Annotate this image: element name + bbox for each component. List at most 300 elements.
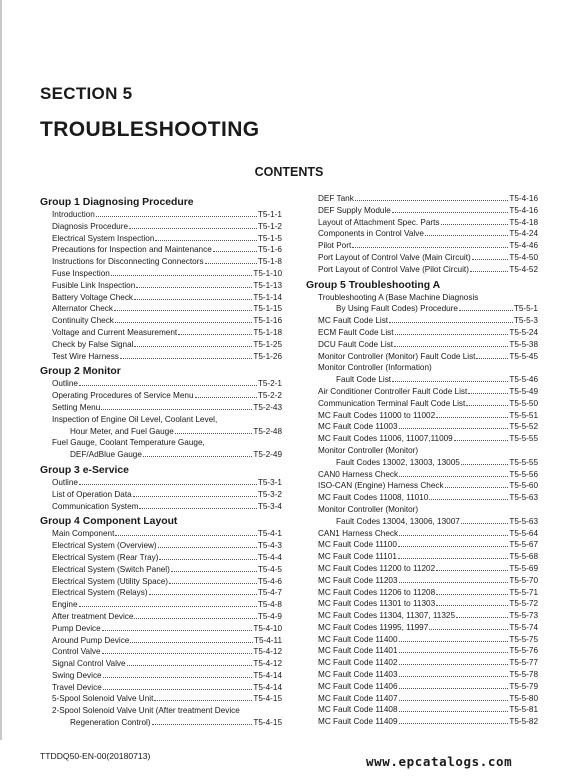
toc-entry[interactable] <box>40 489 282 501</box>
toc-page-number: T5-1-8 <box>257 257 282 267</box>
dot-leader <box>355 200 509 201</box>
dot-leader <box>466 405 508 406</box>
toc-entry[interactable] <box>306 469 538 481</box>
toc-right-column <box>306 193 538 728</box>
toc-entry-label: MC Fault Codes 11995, 11997 <box>318 622 429 632</box>
toc-entry[interactable] <box>40 635 282 647</box>
toc-entry[interactable] <box>40 351 282 363</box>
toc-page-number: T5-2-1 <box>257 379 282 389</box>
toc-page-number: T5-1-10 <box>253 268 282 278</box>
toc-entry-continued: Inspection of Engine Oil Level, Coolant Level, <box>52 414 218 424</box>
toc-entry-label: Fault Codes 13004, 13006, 13007 <box>336 516 460 526</box>
toc-entry[interactable] <box>40 528 282 540</box>
dot-leader <box>395 334 509 335</box>
toc-entry[interactable] <box>306 410 538 422</box>
toc-entry-label: CAN0 Harness Check <box>318 469 399 479</box>
toc-entry-label: MC Fault Code List <box>318 316 389 326</box>
toc-entry[interactable] <box>40 693 282 705</box>
toc-entry-label: Electrical System (Overview) <box>52 541 157 551</box>
toc-entry[interactable] <box>40 611 282 623</box>
toc-page-number: T5-4-24 <box>509 229 538 239</box>
toc-entry[interactable] <box>306 315 538 327</box>
toc-entry[interactable] <box>306 693 538 705</box>
toc-entry-label: Hour Meter, and Fuel Gauge <box>70 426 174 436</box>
toc-entry-label: Port Layout of Control Valve (Main Circuit) <box>318 252 471 262</box>
page-title: TROUBLESHOOTING <box>40 118 260 141</box>
toc-entry-label: MC Fault Codes 11301 to 11303 <box>318 599 436 609</box>
toc-page-number: T5-1-5 <box>257 233 282 243</box>
toc-entry[interactable] <box>40 670 282 682</box>
toc-entry[interactable] <box>40 426 282 438</box>
dot-leader <box>399 676 509 677</box>
toc-entry-label: MC Fault Code 11100 <box>318 540 397 550</box>
toc-page-number: T5-5-79 <box>509 681 538 691</box>
toc-entry[interactable] <box>306 351 538 363</box>
dot-leader <box>436 570 508 571</box>
toc-entry-label: Check by False Signal <box>52 339 134 349</box>
toc-entry[interactable] <box>306 551 538 563</box>
dot-leader <box>133 496 257 497</box>
toc-entry[interactable] <box>40 576 282 588</box>
dot-leader <box>139 508 256 509</box>
toc-entry-label: Diagnosis Procedure <box>52 221 129 231</box>
toc-group-heading: Group 2 Monitor <box>40 366 121 378</box>
toc-entry-label: MC Fault Code 11003 <box>318 422 398 432</box>
dot-leader <box>394 346 508 347</box>
toc-entry-label: Instructions for Disconnecting Connectors <box>52 257 204 267</box>
toc-entry-continued: Fuel Gauge, Coolant Temperature Gauge, <box>52 438 205 448</box>
toc-entry[interactable] <box>306 492 538 504</box>
dot-leader <box>470 271 508 272</box>
dot-leader <box>459 310 513 311</box>
toc-entry[interactable] <box>306 205 538 217</box>
toc-page-number: T5-4-7 <box>257 588 282 598</box>
toc-entry[interactable] <box>306 587 538 599</box>
toc-entry-continued: Monitor Controller (Information) <box>318 363 432 373</box>
toc-entry-label: MC Fault Codes 11000 to 11002 <box>318 410 436 420</box>
toc-entry[interactable] <box>40 477 282 489</box>
toc-page-number: T5-5-63 <box>509 493 538 503</box>
toc-entry[interactable] <box>40 599 282 611</box>
dot-leader <box>129 228 257 229</box>
dot-leader <box>136 287 252 288</box>
toc-page-number: T5-5-3 <box>513 316 538 326</box>
toc-page-number: T5-3-4 <box>257 501 282 511</box>
toc-entry[interactable] <box>306 303 538 315</box>
dot-leader <box>103 677 253 678</box>
toc-page-number: T5-1-18 <box>253 327 282 337</box>
toc-entry[interactable] <box>40 378 282 390</box>
dot-leader <box>152 724 253 725</box>
dot-leader <box>159 559 256 560</box>
toc-entry[interactable] <box>306 528 538 540</box>
toc-left-column <box>40 193 282 729</box>
toc-entry[interactable] <box>306 563 538 575</box>
toc-entry-label: Signal Control Valve <box>52 659 126 669</box>
toc-page-number: T5-2-43 <box>253 402 282 412</box>
toc-page-number: T5-1-6 <box>257 245 282 255</box>
toc-entry-label: Precautions for Inspection and Maintenance <box>52 245 212 255</box>
dot-leader <box>101 409 252 410</box>
toc-group-heading: Group 5 Troubleshooting A <box>306 279 441 291</box>
dot-leader <box>155 240 256 241</box>
toc-entry[interactable] <box>306 622 538 634</box>
dot-leader <box>102 653 253 654</box>
toc-page-number: T5-4-4 <box>257 552 282 562</box>
toc-page-number: T5-5-82 <box>509 717 538 727</box>
toc-page-number: T5-4-14 <box>253 682 282 692</box>
toc-entry[interactable] <box>306 228 538 240</box>
toc-entry-label: MC Fault Code 11101 <box>318 552 397 562</box>
dot-leader <box>399 723 509 724</box>
dot-leader <box>134 618 256 619</box>
toc-page-number: T5-1-2 <box>257 221 282 231</box>
toc-entry[interactable] <box>40 501 282 513</box>
toc-entry[interactable] <box>306 516 538 528</box>
toc-entry[interactable] <box>40 682 282 694</box>
toc-entry[interactable] <box>40 646 282 658</box>
toc-entry[interactable] <box>306 598 538 610</box>
toc-entry[interactable] <box>306 421 538 433</box>
toc-entry-label: Alternator Check <box>52 304 113 314</box>
toc-entry[interactable] <box>40 449 282 461</box>
toc-entry[interactable] <box>40 292 282 304</box>
toc-entry-label: MC Fault Code 11203 <box>318 575 398 585</box>
toc-entry-label: MC Fault Code 11402 <box>318 658 398 668</box>
toc-page-number: T5-4-8 <box>257 600 282 610</box>
dot-leader <box>102 630 253 631</box>
toc-page-number: T5-4-14 <box>253 670 282 680</box>
toc-page-number: T5-4-46 <box>509 241 538 251</box>
toc-page-number: T5-5-49 <box>509 386 538 396</box>
toc-page-number: T5-5-60 <box>509 481 538 491</box>
toc-entry[interactable] <box>40 221 282 233</box>
dot-leader <box>398 546 508 547</box>
dot-leader <box>79 484 257 485</box>
dot-leader <box>143 456 252 457</box>
toc-entry[interactable] <box>40 623 282 635</box>
toc-entry-label: MC Fault Code 11409 <box>318 717 398 727</box>
toc-entry[interactable] <box>40 280 282 292</box>
toc-entry[interactable] <box>306 374 538 386</box>
toc-page-number: T5-4-3 <box>257 541 282 551</box>
toc-entry[interactable] <box>40 390 282 402</box>
toc-page-number: T5-5-75 <box>509 634 538 644</box>
toc-page-number: T5-5-77 <box>509 658 538 668</box>
toc-page-number: T5-1-16 <box>253 316 282 326</box>
toc-entry-label: Layout of Attachment Spec. Parts <box>318 217 440 227</box>
dot-leader <box>399 664 509 665</box>
dot-leader <box>79 606 257 607</box>
toc-entry[interactable] <box>40 564 282 576</box>
document-code: TTDDQ50-EN-00(20180713) <box>40 751 151 761</box>
dot-leader <box>436 605 508 606</box>
toc-page-number: T5-5-78 <box>509 670 538 680</box>
toc-entry-label: Outline <box>52 477 78 487</box>
dot-leader <box>399 711 509 712</box>
toc-entry[interactable] <box>306 386 538 398</box>
toc-entry[interactable] <box>306 240 538 252</box>
dot-leader <box>425 235 508 236</box>
dot-leader <box>127 665 253 666</box>
toc-entry-label: DEF/AdBlue Gauge <box>70 450 142 460</box>
toc-entry[interactable] <box>306 716 538 728</box>
dot-leader <box>399 641 509 642</box>
dot-leader <box>399 476 508 477</box>
toc-entry-label: DEF Tank <box>318 194 354 203</box>
toc-entry-label: MC Fault Codes 11304, 11307, 11325 <box>318 611 456 621</box>
dot-leader <box>398 558 508 559</box>
toc-entry[interactable] <box>306 264 538 276</box>
toc-entry[interactable] <box>40 209 282 221</box>
toc-entry-continued: Monitor Controller (Monitor) <box>318 504 419 514</box>
toc-entry[interactable] <box>306 217 538 229</box>
toc-entry[interactable] <box>306 457 538 469</box>
toc-entry-label: Outline <box>52 379 78 389</box>
toc-page-number: T5-4-10 <box>253 623 282 633</box>
toc-entry[interactable] <box>306 610 538 622</box>
toc-entry[interactable] <box>306 398 538 410</box>
toc-entry[interactable] <box>306 327 538 339</box>
toc-entry[interactable] <box>40 256 282 268</box>
toc-page-number: T5-2-2 <box>257 391 282 401</box>
dot-leader <box>399 652 509 653</box>
toc-page-number: T5-4-11 <box>253 635 282 645</box>
dot-leader <box>79 385 257 386</box>
toc-page-number: T5-5-67 <box>509 540 538 550</box>
dot-leader <box>441 224 509 225</box>
toc-entry-label: MC Fault Code 11406 <box>318 681 398 691</box>
toc-entry-label: Regeneration Control) <box>70 718 151 728</box>
dot-leader <box>111 275 253 276</box>
toc-entry[interactable] <box>306 657 538 669</box>
dot-leader <box>205 263 257 264</box>
toc-entry-label: Voltage and Current Measurement <box>52 327 178 337</box>
toc-page-number: T5-4-52 <box>509 264 538 274</box>
dot-leader <box>399 700 509 701</box>
toc-group-heading: Group 1 Diagnosing Procedure <box>40 197 194 208</box>
toc-entry[interactable] <box>40 339 282 351</box>
dot-leader <box>445 487 509 488</box>
toc-entry-label: Air Conditioner Controller Fault Code List <box>318 386 468 396</box>
toc-entry-label: MC Fault Codes 11206 to 11208 <box>318 587 436 597</box>
dot-leader <box>436 417 508 418</box>
dot-leader <box>468 393 508 394</box>
dot-leader <box>456 617 508 618</box>
toc-entry-label: MC Fault Code 11408 <box>318 705 398 715</box>
toc-page-number: T5-5-38 <box>509 339 538 349</box>
toc-entry-continued: Troubleshooting A (Base Machine Diagnosis <box>318 292 479 302</box>
toc-page-number: T5-5-55 <box>509 457 538 467</box>
toc-page-number: T5-4-15 <box>253 694 282 704</box>
toc-page-number: T5-5-68 <box>509 552 538 562</box>
toc-entry[interactable] <box>306 539 538 551</box>
dot-leader <box>399 428 509 429</box>
dot-leader <box>171 571 257 572</box>
toc-page-number: T5-4-9 <box>257 611 282 621</box>
dot-leader <box>169 583 257 584</box>
toc-entry[interactable] <box>306 634 538 646</box>
toc-entry-label: Swing Device <box>52 670 102 680</box>
dot-leader <box>134 299 252 300</box>
toc-page-number: T5-4-5 <box>257 564 282 574</box>
dot-leader <box>149 594 257 595</box>
toc-page-number: T5-5-76 <box>509 646 538 656</box>
dot-leader <box>461 523 509 524</box>
toc-entry-label: Battery Voltage Check <box>52 292 134 302</box>
toc-entry-label: MC Fault Code 11407 <box>318 693 398 703</box>
toc-entry[interactable] <box>40 552 282 564</box>
toc-entry-label: Communication Terminal Fault Code List <box>318 398 466 408</box>
toc-entry[interactable] <box>306 193 538 205</box>
toc-page-number: T5-1-13 <box>253 280 282 290</box>
dot-leader <box>154 700 252 701</box>
toc-entry-label: Electrical System Inspection <box>52 233 155 243</box>
dot-leader <box>392 381 508 382</box>
toc-page-number: T5-1-14 <box>253 292 282 302</box>
dot-leader <box>399 582 509 583</box>
toc-entry-label: Around Pump Device <box>52 635 130 645</box>
toc-entry[interactable] <box>306 575 538 587</box>
toc-page-number: T5-5-55 <box>509 434 538 444</box>
toc-page-number: T5-4-16 <box>509 194 538 203</box>
dot-leader <box>195 397 257 398</box>
section-label: SECTION 5 <box>40 84 133 103</box>
toc-page-number: T5-5-69 <box>509 563 538 573</box>
dot-leader <box>114 310 252 311</box>
toc-page-number: T5-3-2 <box>257 489 282 499</box>
toc-entry[interactable] <box>40 315 282 327</box>
toc-entry[interactable] <box>306 704 538 716</box>
toc-entry[interactable] <box>306 669 538 681</box>
toc-entry-label: By Using Fault Codes) Procedure <box>336 304 458 314</box>
dot-leader <box>454 440 509 441</box>
toc-page-number: T5-1-15 <box>253 304 282 314</box>
toc-page-number: T5-2-48 <box>253 426 282 436</box>
toc-entry-label: Fusible Link Inspection <box>52 280 136 290</box>
toc-page-number: T5-4-6 <box>257 576 282 586</box>
dot-leader <box>175 433 253 434</box>
toc-entry-continued: Monitor Controller (Monitor) <box>318 445 419 455</box>
toc-page-number: T5-4-12 <box>253 647 282 657</box>
toc-entry-label: MC Fault Codes 11200 to 11202 <box>318 563 436 573</box>
toc-entry[interactable] <box>40 402 282 414</box>
page-edge <box>0 0 2 740</box>
toc-page-number: T5-5-71 <box>509 587 538 597</box>
toc-entry-label: Electrical System (Utility Space) <box>52 576 169 586</box>
toc-entry-label: Fuse Inspection <box>52 268 110 278</box>
toc-entry-label: DCU Fault Code List <box>318 339 394 349</box>
toc-entry[interactable] <box>40 540 282 552</box>
toc-entry-label: MC Fault Codes 11008, 11010 <box>318 493 429 503</box>
dot-leader <box>352 247 508 248</box>
toc-entry-label: Components in Control Valve <box>318 229 424 239</box>
toc-entry-label: Pump Device <box>52 623 101 633</box>
toc-entry-label: Fault Code List <box>336 375 392 385</box>
dot-leader <box>213 251 257 252</box>
dot-leader <box>429 499 508 500</box>
toc-page-number: T5-5-81 <box>509 705 538 715</box>
dot-leader <box>392 212 509 213</box>
dot-leader <box>96 216 257 217</box>
toc-entry[interactable] <box>306 645 538 657</box>
toc-entry-label: Operating Procedures of Service Menu <box>52 391 194 401</box>
toc-page-number: T5-4-16 <box>509 205 538 215</box>
dot-leader <box>399 688 509 689</box>
toc-entry-label: Communication System <box>52 501 139 511</box>
toc-page-number: T5-5-24 <box>509 327 538 337</box>
toc-page-number: T5-4-18 <box>509 217 538 227</box>
toc-entry-label: Control Valve <box>52 647 101 657</box>
toc-entry-label: MC Fault Code 11403 <box>318 670 398 680</box>
toc-entry-label: Electrical System (Relays) <box>52 588 148 598</box>
toc-entry-label: Engine <box>52 600 78 610</box>
toc-page-number: T5-5-51 <box>509 410 538 420</box>
toc-entry[interactable] <box>40 587 282 599</box>
dot-leader <box>115 322 252 323</box>
toc-group-heading: Group 3 e-Service <box>40 464 129 476</box>
dot-leader <box>389 322 513 323</box>
dot-leader <box>178 334 252 335</box>
toc-page-number: T5-1-25 <box>253 339 282 349</box>
toc-page-number: T5-3-1 <box>257 477 282 487</box>
toc-entry-label: Electrical System (Switch Panel) <box>52 564 170 574</box>
toc-page-number: T5-5-63 <box>509 516 538 526</box>
dot-leader <box>399 535 508 536</box>
toc-entry-label: ISO-CAN (Engine) Harness Check <box>318 481 444 491</box>
toc-entry[interactable] <box>306 252 538 264</box>
dot-leader <box>134 346 252 347</box>
website-watermark: www.epcatalogs.com <box>366 754 513 769</box>
toc-entry[interactable] <box>40 268 282 280</box>
toc-page-number: T5-5-1 <box>513 304 538 314</box>
toc-entry-label: Main Component <box>52 529 115 539</box>
toc-entry[interactable] <box>40 244 282 256</box>
dot-leader <box>158 547 257 548</box>
toc-entry-label: 5-Spool Solenoid Valve Unit <box>52 694 154 704</box>
toc-entry[interactable] <box>306 681 538 693</box>
toc-entry[interactable] <box>306 339 538 351</box>
dot-leader <box>120 358 252 359</box>
toc-entry[interactable] <box>40 717 282 729</box>
toc-entry[interactable] <box>40 233 282 245</box>
toc-page-number: T5-5-56 <box>509 469 538 479</box>
dot-leader <box>130 642 253 643</box>
toc-page-number: T5-1-1 <box>257 210 282 219</box>
toc-group-heading: Group 4 Component Layout <box>40 516 178 528</box>
dot-leader <box>103 689 253 690</box>
toc-page-number: T5-5-64 <box>509 528 538 538</box>
toc-page-number: T5-4-15 <box>253 718 282 728</box>
toc-entry-label: CAN1 Harness Check <box>318 528 399 538</box>
toc-entry[interactable] <box>306 433 538 445</box>
toc-entry-label: Travel Device <box>52 682 102 692</box>
toc-entry-label: Test Wire Harness <box>52 351 119 361</box>
toc-entry[interactable] <box>40 658 282 670</box>
dot-leader <box>472 259 509 260</box>
toc-entry-continued: 2-Spool Solenoid Valve Unit (After treatment Device <box>52 706 240 716</box>
toc-entry[interactable] <box>40 327 282 339</box>
toc-page-number: T5-5-74 <box>509 622 538 632</box>
toc-entry[interactable] <box>40 303 282 315</box>
toc-page-number: T5-2-49 <box>253 450 282 460</box>
toc-entry-label: List of Operation Data <box>52 489 132 499</box>
toc-entry[interactable] <box>306 480 538 492</box>
toc-page-number: T5-4-12 <box>253 659 282 669</box>
toc-page-number: T5-4-1 <box>257 529 282 539</box>
toc-entry-label: Pilot Port <box>318 241 352 251</box>
toc-entry-label: MC Fault Codes 11006, 11007,11009 <box>318 434 453 444</box>
